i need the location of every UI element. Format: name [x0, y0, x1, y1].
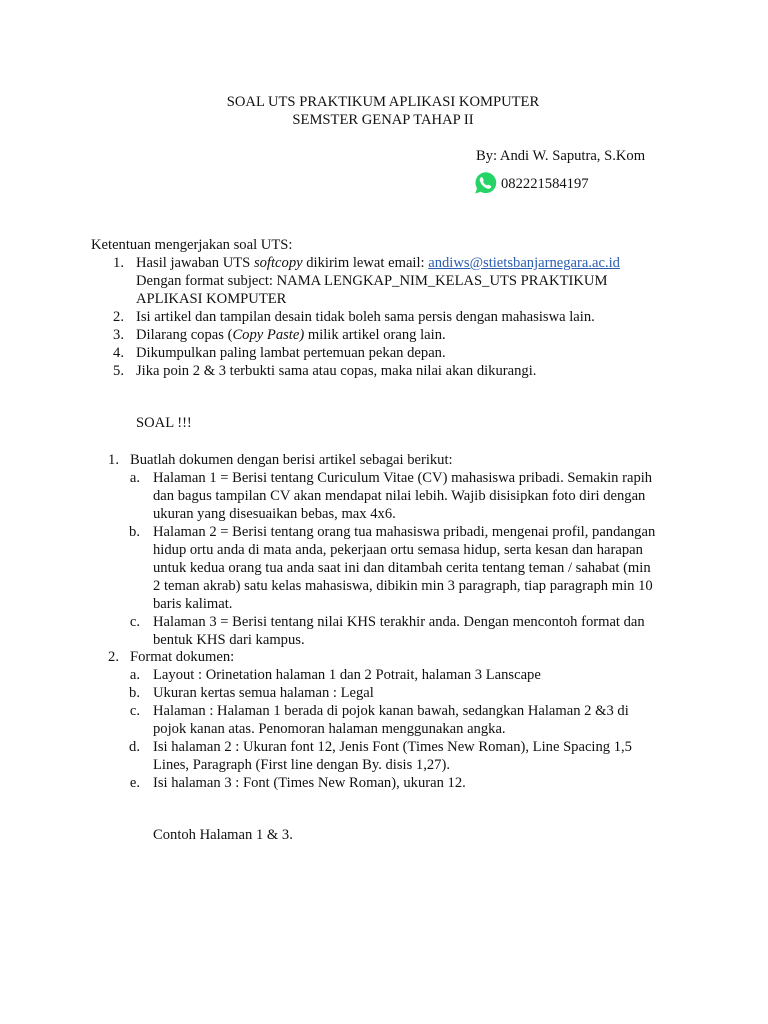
phone-number: 082221584197: [501, 176, 589, 192]
question-1-text: Buatlah dokumen dengan berisi artikel sebagai berikut:: [130, 452, 453, 468]
rule-1-text-pre: Hasil jawaban UTS: [136, 255, 254, 271]
rules-heading: Ketentuan mengerjakan soal UTS:: [91, 237, 293, 253]
question-2d-line-1: Isi halaman 2 : Ukuran font 12, Jenis Font (Times New Roman), Line Spacing 1,5: [153, 739, 632, 755]
question-2e-text: Isi halaman 3 : Font (Times New Roman), ukuran 12.: [153, 775, 466, 791]
rule-4-number: 4.: [113, 345, 124, 361]
rule-3-copy-paste: Copy Paste): [232, 327, 305, 343]
phone-contact: [472, 170, 589, 196]
soal-heading: SOAL !!!: [136, 415, 192, 431]
question-2-text: Format dokumen:: [130, 649, 235, 665]
question-1c-line-1: Halaman 3 = Berisi tentang nilai KHS terakhir anda. Dengan mencontoh format dan: [153, 614, 645, 630]
rule-1-line-3: APLIKASI KOMPUTER: [136, 291, 287, 307]
question-1b-line-4: 2 teman akrab) satu kelas mahasiswa, dibikin min 3 paragraph, tiap paragraph min 10: [153, 578, 653, 594]
question-2b-text: Ukuran kertas semua halaman : Legal: [153, 685, 374, 701]
question-2d-letter: d.: [129, 739, 140, 755]
page-subtitle: SEMSTER GENAP TAHAP II: [292, 112, 474, 128]
page-title: SOAL UTS PRAKTIKUM APLIKASI KOMPUTER: [226, 94, 540, 110]
rule-1-number: 1.: [113, 255, 124, 271]
question-2b-letter: b.: [129, 685, 140, 701]
question-1b-line-3: untuk kedua orang tua anda saat ini dan ditambah cerita tentang teman / sahabat (min: [153, 560, 651, 576]
email-link[interactable]: andiws@stietsbanjarnegara.ac.id: [428, 255, 620, 271]
rule-3-text-post: milik artikel orang lain.: [304, 327, 446, 343]
question-2e-letter: e.: [129, 775, 140, 791]
rule-1-line-1: [136, 254, 620, 272]
question-1b-letter: b.: [129, 524, 140, 540]
question-1b-line-1: Halaman 2 = Berisi tentang orang tua mahasiswa pribadi, mengenai profil, pandangan: [153, 524, 656, 540]
question-1c-letter: c.: [129, 614, 140, 630]
question-1-number: 1.: [108, 452, 119, 468]
rule-3-text-pre: Dilarang copas (: [136, 327, 233, 343]
rule-2-text: Isi artikel dan tampilan desain tidak boleh sama persis dengan mahasiswa lain.: [136, 309, 595, 325]
whatsapp-icon: [472, 170, 498, 196]
question-2a-text: Layout : Orinetation halaman 1 dan 2 Potrait, halaman 3 Lanscape: [153, 667, 541, 683]
rule-5-number: 5.: [113, 363, 124, 379]
question-1b-line-2: hidup ortu anda di mata anda, pekerjaan ortu semasa hidup, serta kesan dan harapan: [153, 542, 643, 558]
question-2c-line-2: pojok kanan atas. Penomoran halaman menggunakan angka.: [153, 721, 506, 737]
rule-1-line-2: Dengan format subject: NAMA LENGKAP_NIM_KELAS_UTS PRAKTIKUM: [136, 273, 608, 289]
question-2-number: 2.: [108, 649, 119, 665]
question-1b-line-5: baris kalimat.: [153, 596, 233, 612]
rule-5-text: Jika poin 2 & 3 terbukti sama atau copas, maka nilai akan dikurangi.: [136, 363, 537, 379]
rule-3-line: [136, 326, 446, 344]
question-1a-line-3: ukuran yang disesuaikan bebas, max 4x6.: [153, 506, 396, 522]
example-caption: Contoh Halaman 1 & 3.: [153, 827, 293, 843]
rule-3-number: 3.: [113, 327, 124, 343]
question-1c-line-2: bentuk KHS dari kampus.: [153, 632, 305, 648]
rule-2-number: 2.: [113, 309, 124, 325]
author-line: By: Andi W. Saputra, S.Kom: [476, 148, 646, 164]
question-2a-letter: a.: [129, 667, 140, 683]
question-1a-line-1: Halaman 1 = Berisi tentang Curiculum Vitae (CV) mahasiswa pribadi. Semakin rapih: [153, 470, 653, 486]
rule-4-text: Dikumpulkan paling lambat pertemuan pekan depan.: [136, 345, 446, 361]
rule-1-text-mid: dikirim lewat email:: [302, 255, 429, 271]
question-2d-line-2: Lines, Paragraph (First line dengan By. disis 1,27).: [153, 757, 450, 773]
question-1a-line-2: dan bagus tampilan CV akan mendapat nilai lebih. Wajib disisipkan foto diri dengan: [153, 488, 646, 504]
question-2c-letter: c.: [129, 703, 140, 719]
rule-1-softcopy: softcopy: [253, 255, 303, 271]
question-2c-line-1: Halaman : Halaman 1 berada di pojok kanan bawah, sedangkan Halaman 2 &3 di: [153, 703, 629, 719]
question-1a-letter: a.: [129, 470, 140, 486]
